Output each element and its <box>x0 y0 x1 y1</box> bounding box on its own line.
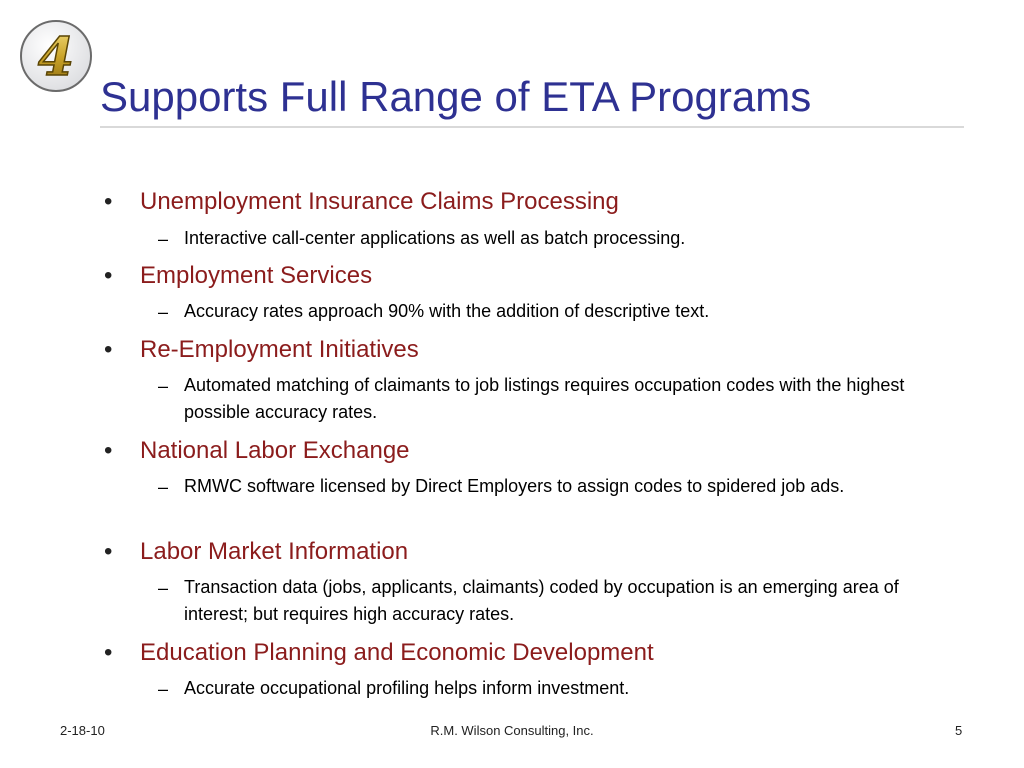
sub-bullet-text: Transaction data (jobs, applicants, claimants) coded by occupation is an emerging area of interest; but requires high accuracy rates. <box>184 577 899 624</box>
number-four-badge-logo <box>18 18 94 94</box>
bullet-heading: Re-Employment Initiatives <box>140 336 419 363</box>
bullet-heading: National Labor Exchange <box>140 437 410 464</box>
bullet-marker: • <box>104 538 113 565</box>
sub-bullet-text: Accurate occupational profiling helps inform investment. <box>184 678 630 698</box>
sub-bullet-text: Accuracy rates approach 90% with the addition of descriptive text. <box>184 301 710 321</box>
slide-title: Supports Full Range of ETA Programs <box>100 73 812 120</box>
footer-date: 2-18-10 <box>60 723 105 738</box>
footer-page-number: 5 <box>955 723 963 738</box>
footer-company: R.M. Wilson Consulting, Inc. <box>430 723 594 738</box>
bullet-heading: Labor Market Information <box>140 538 409 565</box>
sub-bullet-text: Interactive call-center applications as well as batch processing. <box>184 228 686 248</box>
sub-bullet-marker: – <box>158 679 169 699</box>
sub-bullet-text: Automated matching of claimants to job listings requires occupation codes with the highest possible accuracy rates. <box>184 375 905 422</box>
sub-bullet-marker: – <box>158 578 169 598</box>
sub-bullet-marker: – <box>158 376 169 396</box>
bullet-heading: Education Planning and Economic Development <box>140 639 654 666</box>
sub-bullet-marker: – <box>158 477 169 497</box>
bullet-marker: • <box>104 336 113 363</box>
bullet-marker: • <box>104 639 113 666</box>
bullet-marker: • <box>104 262 113 289</box>
sub-bullet-marker: – <box>158 229 169 249</box>
sub-bullet-marker: – <box>158 302 169 322</box>
sub-bullet-text: RMWC software licensed by Direct Employers to assign codes to spidered job ads. <box>184 476 845 496</box>
bullet-heading: Unemployment Insurance Claims Processing <box>140 188 619 215</box>
bullet-marker: • <box>104 188 113 215</box>
bullet-marker: • <box>104 437 113 464</box>
bullet-heading: Employment Services <box>140 262 373 289</box>
title-divider <box>100 126 964 128</box>
badge-number: 4 <box>37 27 75 88</box>
